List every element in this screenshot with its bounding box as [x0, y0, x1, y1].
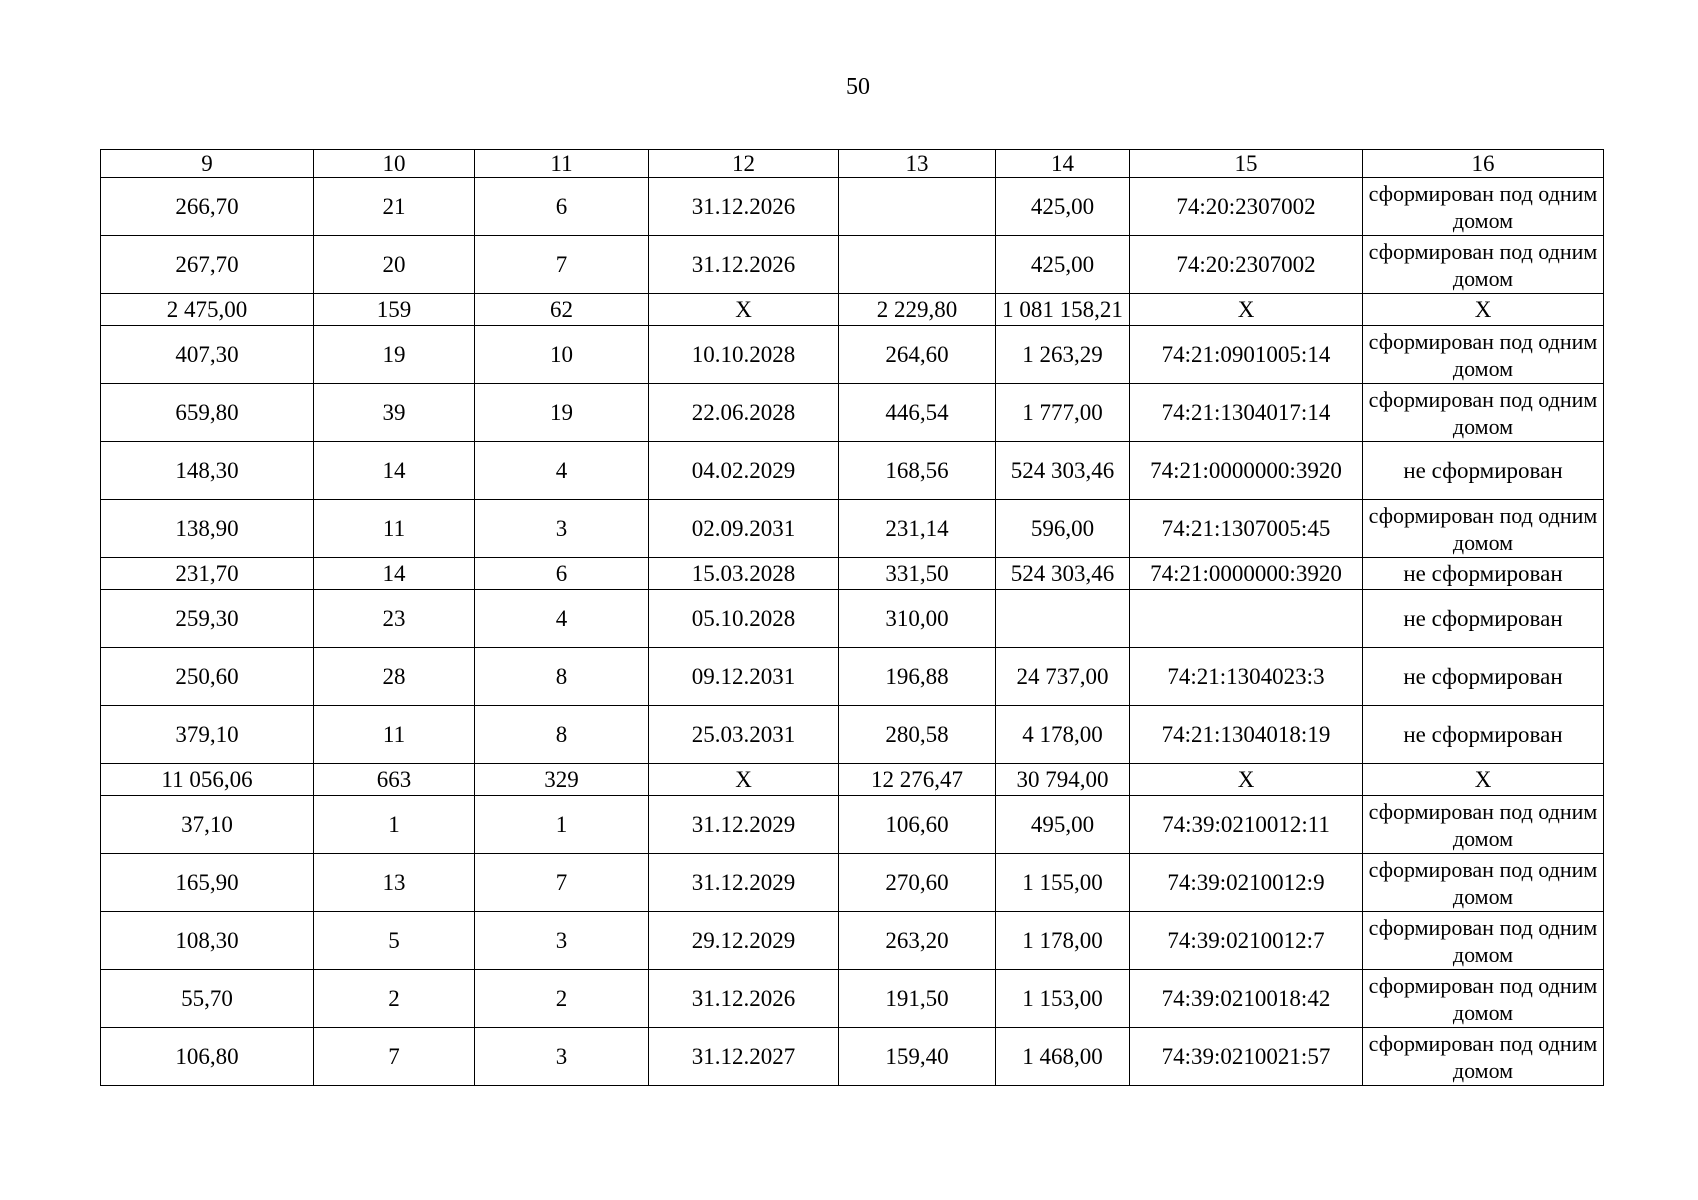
column-number: 14: [996, 150, 1130, 178]
table-cell: 1: [475, 796, 649, 854]
column-number: 16: [1363, 150, 1604, 178]
column-number: 12: [649, 150, 839, 178]
table-row: [101, 500, 1604, 558]
table-row: [101, 764, 1604, 796]
table-cell: 21: [314, 178, 475, 236]
table-cell: 2 475,00: [101, 294, 314, 326]
table-cell: X: [1363, 294, 1604, 326]
table-cell: 7: [314, 1028, 475, 1086]
table-cell: 231,70: [101, 558, 314, 590]
table-cell: 74:21:0000000:3920: [1130, 442, 1363, 500]
table-cell: сформирован под одним домом: [1363, 854, 1604, 912]
table-cell: 108,30: [101, 912, 314, 970]
table-cell: [996, 590, 1130, 648]
table-row: [101, 590, 1604, 648]
column-number: 9: [101, 150, 314, 178]
table-cell: 11: [314, 500, 475, 558]
table-cell: 106,80: [101, 1028, 314, 1086]
table-cell: 1 777,00: [996, 384, 1130, 442]
table-cell: 8: [475, 648, 649, 706]
table-cell: 31.12.2026: [649, 178, 839, 236]
table-cell: 20: [314, 236, 475, 294]
table-cell: 267,70: [101, 236, 314, 294]
table-cell: 524 303,46: [996, 558, 1130, 590]
table-cell: 264,60: [839, 326, 996, 384]
table-cell: 310,00: [839, 590, 996, 648]
table-cell: 270,60: [839, 854, 996, 912]
page-number: 50: [846, 74, 870, 100]
table-row: [101, 912, 1604, 970]
table-cell: 331,50: [839, 558, 996, 590]
table-cell: 19: [475, 384, 649, 442]
column-number: 10: [314, 150, 475, 178]
table-row: [101, 1028, 1604, 1086]
data-table: [100, 149, 1604, 1086]
table-cell: 263,20: [839, 912, 996, 970]
table-cell: сформирован под одним домом: [1363, 326, 1604, 384]
table-cell: 10.10.2028: [649, 326, 839, 384]
table-cell: не сформирован: [1363, 442, 1604, 500]
table-cell: [1130, 590, 1363, 648]
table-cell: 74:39:0210021:57: [1130, 1028, 1363, 1086]
table-cell: 31.12.2026: [649, 236, 839, 294]
table-cell: 74:39:0210012:9: [1130, 854, 1363, 912]
table-row: [101, 796, 1604, 854]
table-cell: 106,60: [839, 796, 996, 854]
table-cell: 159,40: [839, 1028, 996, 1086]
table-cell: 74:21:1307005:45: [1130, 500, 1363, 558]
table-cell: 663: [314, 764, 475, 796]
table-cell: 196,88: [839, 648, 996, 706]
table-cell: 3: [475, 500, 649, 558]
table-row: [101, 970, 1604, 1028]
table-cell: 7: [475, 236, 649, 294]
table-cell: 14: [314, 442, 475, 500]
table-cell: X: [1130, 764, 1363, 796]
table-cell: 138,90: [101, 500, 314, 558]
table-row: [101, 236, 1604, 294]
table-cell: 4: [475, 590, 649, 648]
table-cell: 191,50: [839, 970, 996, 1028]
table-cell: 05.10.2028: [649, 590, 839, 648]
table-cell: 12 276,47: [839, 764, 996, 796]
table-cell: X: [1130, 294, 1363, 326]
table-cell: сформирован под одним домом: [1363, 970, 1604, 1028]
table-cell: 30 794,00: [996, 764, 1130, 796]
table-cell: сформирован под одним домом: [1363, 500, 1604, 558]
table-cell: 74:20:2307002: [1130, 236, 1363, 294]
table-cell: 524 303,46: [996, 442, 1130, 500]
table-cell: 39: [314, 384, 475, 442]
table-row: [101, 294, 1604, 326]
table-cell: 1 155,00: [996, 854, 1130, 912]
table-cell: 55,70: [101, 970, 314, 1028]
column-number: 13: [839, 150, 996, 178]
table-cell: 4: [475, 442, 649, 500]
table-cell: 09.12.2031: [649, 648, 839, 706]
table-cell: 31.12.2027: [649, 1028, 839, 1086]
table-row: [101, 326, 1604, 384]
table-cell: 2 229,80: [839, 294, 996, 326]
table-cell: 74:21:1304017:14: [1130, 384, 1363, 442]
table-cell: X: [1363, 764, 1604, 796]
table-cell: 1 153,00: [996, 970, 1130, 1028]
table-cell: 1: [314, 796, 475, 854]
table-cell: 280,58: [839, 706, 996, 764]
table-cell: 23: [314, 590, 475, 648]
table-cell: 266,70: [101, 178, 314, 236]
header-row: [101, 150, 1604, 178]
table-cell: 1 468,00: [996, 1028, 1130, 1086]
table-cell: 22.06.2028: [649, 384, 839, 442]
table-cell: [839, 178, 996, 236]
table-cell: 2: [475, 970, 649, 1028]
table-cell: сформирован под одним домом: [1363, 796, 1604, 854]
table-cell: 165,90: [101, 854, 314, 912]
table-cell: 74:21:0901005:14: [1130, 326, 1363, 384]
table-cell: 02.09.2031: [649, 500, 839, 558]
table-cell: X: [649, 764, 839, 796]
table-cell: 74:21:1304018:19: [1130, 706, 1363, 764]
table-cell: сформирован под одним домом: [1363, 384, 1604, 442]
table-cell: 250,60: [101, 648, 314, 706]
column-number: 11: [475, 150, 649, 178]
table-cell: 425,00: [996, 236, 1130, 294]
table-cell: сформирован под одним домом: [1363, 912, 1604, 970]
table-cell: 25.03.2031: [649, 706, 839, 764]
table-row: [101, 442, 1604, 500]
table-cell: 37,10: [101, 796, 314, 854]
table-row: [101, 854, 1604, 912]
table-cell: 596,00: [996, 500, 1130, 558]
table-cell: 1 263,29: [996, 326, 1130, 384]
table-cell: 159: [314, 294, 475, 326]
column-number: 15: [1130, 150, 1363, 178]
table-cell: 259,30: [101, 590, 314, 648]
table-cell: 13: [314, 854, 475, 912]
table-cell: 74:39:0210012:11: [1130, 796, 1363, 854]
table-row: [101, 706, 1604, 764]
table-row: [101, 558, 1604, 590]
table-cell: сформирован под одним домом: [1363, 1028, 1604, 1086]
table-cell: 3: [475, 912, 649, 970]
table-cell: не сформирован: [1363, 558, 1604, 590]
table-cell: 74:39:0210018:42: [1130, 970, 1363, 1028]
table-cell: 446,54: [839, 384, 996, 442]
table-row: [101, 648, 1604, 706]
table-cell: 15.03.2028: [649, 558, 839, 590]
table-cell: 6: [475, 558, 649, 590]
table-cell: 148,30: [101, 442, 314, 500]
table-cell: 28: [314, 648, 475, 706]
table-cell: сформирован под одним домом: [1363, 236, 1604, 294]
table-cell: 74:21:1304023:3: [1130, 648, 1363, 706]
table-cell: 8: [475, 706, 649, 764]
table-cell: 31.12.2029: [649, 796, 839, 854]
table-cell: 1 178,00: [996, 912, 1130, 970]
table-cell: не сформирован: [1363, 648, 1604, 706]
table-cell: 10: [475, 326, 649, 384]
table-cell: 425,00: [996, 178, 1130, 236]
table-cell: 74:39:0210012:7: [1130, 912, 1363, 970]
table-cell: 31.12.2026: [649, 970, 839, 1028]
table-cell: 19: [314, 326, 475, 384]
table-cell: 04.02.2029: [649, 442, 839, 500]
table-cell: 6: [475, 178, 649, 236]
table-cell: 62: [475, 294, 649, 326]
table-cell: 11: [314, 706, 475, 764]
table-row: [101, 178, 1604, 236]
table-cell: 3: [475, 1028, 649, 1086]
table-cell: 24 737,00: [996, 648, 1130, 706]
table-cell: 14: [314, 558, 475, 590]
table-row: [101, 384, 1604, 442]
table-cell: 329: [475, 764, 649, 796]
table-cell: 74:21:0000000:3920: [1130, 558, 1363, 590]
table-cell: 4 178,00: [996, 706, 1130, 764]
table-cell: [839, 236, 996, 294]
table-cell: не сформирован: [1363, 706, 1604, 764]
table-cell: 5: [314, 912, 475, 970]
table-cell: 31.12.2029: [649, 854, 839, 912]
table-cell: 231,14: [839, 500, 996, 558]
table-cell: 407,30: [101, 326, 314, 384]
table-cell: 7: [475, 854, 649, 912]
table-cell: 659,80: [101, 384, 314, 442]
table-cell: не сформирован: [1363, 590, 1604, 648]
table-cell: 74:20:2307002: [1130, 178, 1363, 236]
table-cell: 11 056,06: [101, 764, 314, 796]
table-cell: 2: [314, 970, 475, 1028]
table-cell: 379,10: [101, 706, 314, 764]
table-cell: 168,56: [839, 442, 996, 500]
table-cell: X: [649, 294, 839, 326]
table-cell: 1 081 158,21: [996, 294, 1130, 326]
table-cell: 495,00: [996, 796, 1130, 854]
table-cell: сформирован под одним домом: [1363, 178, 1604, 236]
table-cell: 29.12.2029: [649, 912, 839, 970]
